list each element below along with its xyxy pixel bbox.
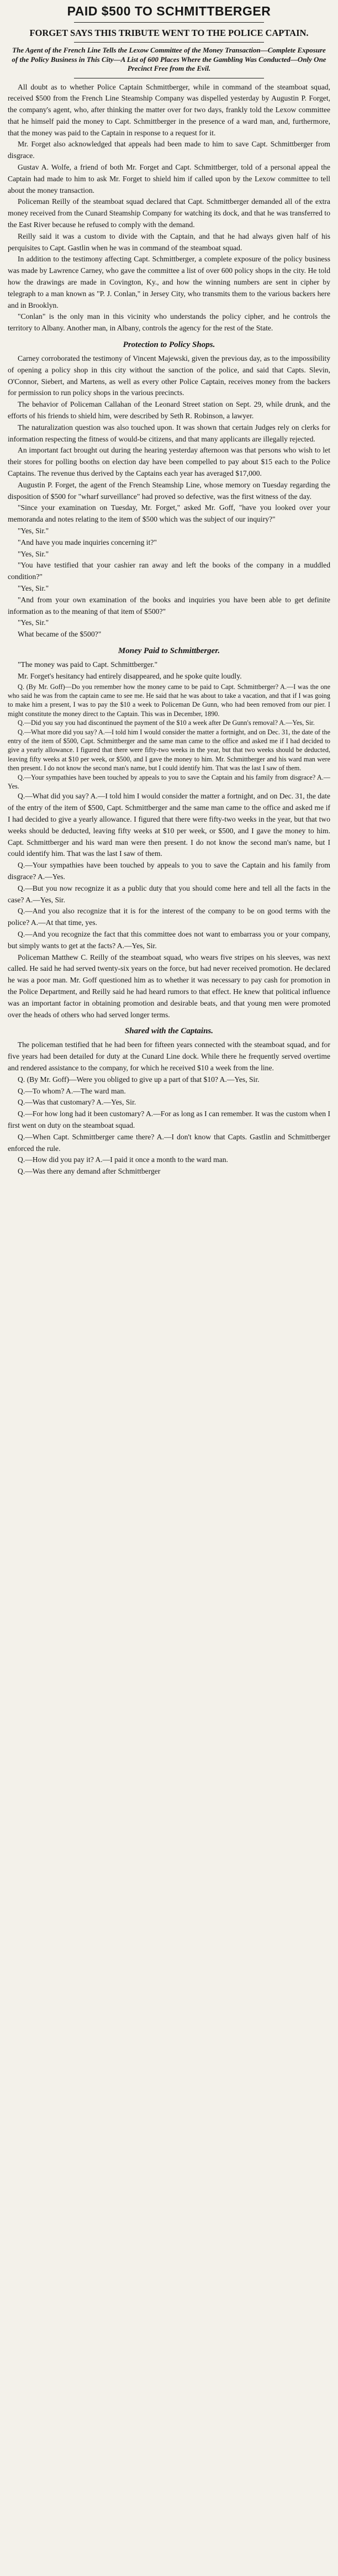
paragraph: Augustin P. Forget, the agent of the French Steamship Line, whose memory on Tuesday regarding the disposition of $500 for "wharf surveillance" had proved so defective, was the first witness of the day. xyxy=(8,480,330,501)
paragraph: "Yes, Sir." xyxy=(18,618,49,627)
section-heading: Shared with the Captains. xyxy=(124,1027,214,1036)
body-part-5 xyxy=(8,1039,330,1074)
paragraph: "And have you made inquiries concerning it?" xyxy=(18,538,157,546)
section-heading: Protection to Policy Shops. xyxy=(123,340,215,350)
paragraph: "And from your own examination of the books and inquiries you have been able to get definite information as to the meaning of that item of $500?" xyxy=(8,595,330,616)
article xyxy=(0,0,338,1177)
paragraph: Policeman Matthew C. Reilly of the steamboat squad, who wears five stripes on his sleeves, was next called. He said he had served twenty-six years on the force, but had never received promotion. He declared he was a poor man. Mr. Goff questioned him as to whether it was necessary to pay cash for promotion in the Police Department, and Reilly said he had heard rumors to that effect. He knew that political influence was an important factor in obtaining promotion and desirable beats, and that young men were promoted over the heads of others who had served longer terms. xyxy=(8,953,330,1019)
testimony-paragraph: Q.—To whom? A.—The ward man. xyxy=(18,1086,126,1095)
testimony-block-3 xyxy=(8,1074,330,1177)
paragraph: "You have testified that your cashier ran away and left the books of the company in a muddled condition?" xyxy=(8,561,330,581)
paragraph: In addition to the testimony affecting Capt. Schmittberger, a complete exposure of the policy business was made by Lawrence Carney, who gave the committee a list of over 600 policy shops in the city. He told how the drawings are made in Covington, Ky., and how the winning numbers are sent in cipher by telegraph to a man known as "P. J. Conlan," in Jersey City, who transmits them to the various backers here and in Brooklyn. xyxy=(8,255,330,309)
paragraph: What became of the $500?" xyxy=(18,630,102,639)
testimony-paragraph: Q.—Was that customary? A.—Yes, Sir. xyxy=(18,1098,136,1107)
paragraph: The policeman testified that he had been for fifteen years connected with the steamboat squad, and for five years had been detailed for duty at the Cunard Line dock. While there he frequently served overtime and rendered assistance to the company, for which he received $10 a week from the line. xyxy=(8,1040,330,1072)
testimony-paragraph: Q.—Your sympathies have been touched by appeals to you to save the Captain and his family from disgrace? A.—Yes. xyxy=(8,861,330,881)
testimony-paragraph: Q.—Was there any demand after Schmittberger xyxy=(18,1167,161,1176)
testimony-paragraph: Q.—What more did you say? A.—I told him I would consider the matter a fortnight, and on Dec. 31, the date of the entry of the item of $500, Capt. Schmittberger and the same man came to the office and asked me if I had decided to give a yearly allowance. I figured that there were fifty-two weeks in the year, but that two weeks should be deducted, leaving fifty weeks at $10 per week, or $500, and I gave the money to him. Mr. Schmittberger and his ward man were then present. I do not know the second man's name, but I could identify him. That was the last I saw of them. xyxy=(8,728,330,772)
paragraph: "Yes, Sir." xyxy=(18,526,49,535)
paragraph: The naturalization question was also touched upon. It was shown that certain Judges rely on clerks for information respecting the fitness of would-be citizens, and that many applicants are illegally rejected. xyxy=(8,423,330,443)
testimony-paragraph: Q.—And you also recognize that it is for the interest of the company to be on good terms with the police? A.—At that time, yes. xyxy=(8,907,330,927)
testimony-paragraph: Q.—But you now recognize it as a public duty that you should come here and tell all the facts in the case? A.—Yes, Sir. xyxy=(8,884,330,904)
testimony-paragraph: Q.—How did you pay it? A.—I paid it once a month to the ward man. xyxy=(18,1155,228,1164)
body-part-1 xyxy=(8,82,330,335)
testimony-paragraph: Q. (By Mr. Goff)—Were you obliged to give up a part of that $10? A.—Yes, Sir. xyxy=(18,1075,260,1084)
divider xyxy=(74,42,264,43)
paragraph: An important fact brought out during the hearing yesterday afternoon was that persons who wish to let their stores for polling booths on election day have been compelled to pay about $15 each to the Police Captains. The revenue thus derived by the Captains each year has averaged $17,000. xyxy=(8,446,330,477)
testimony-block-2 xyxy=(8,791,330,951)
testimony-paragraph: Q.—For how long had it been customary? A.—For as long as I can remember. It was the custom when I first went on duty on the steamboat squad. xyxy=(8,1110,330,1129)
paragraph: "Since your examination on Tuesday, Mr. Forget," asked Mr. Goff, "have you looked over your memoranda and notes relating to the item of $500 which was the subject of our inquiry?" xyxy=(8,503,330,524)
paragraph: Gustav A. Wolfe, a friend of both Mr. Forget and Capt. Schmittberger, told of a personal appeal the Captain had made to him to ask Mr. Forget to shield him if called upon by the Lexow committee to tell about the money transaction. xyxy=(8,163,330,194)
paragraph: Reilly said it was a custom to divide with the Captain, and that he had always given half of his perquisites to Capt. Gastlin when he was in command of the steamboat squad. xyxy=(8,232,330,252)
paragraph: Carney corroborated the testimony of Vincent Majewski, given the previous day, as to the impossibility of opening a policy shop in this city without the sanction of the police, and said that Capts. Slevin, O'Connor, Siebert, and Martens, as well as every other Police Captain, receives money from the backers for permission to run policy shops in the various precincts. xyxy=(8,354,330,397)
testimony-block-1 xyxy=(8,682,330,791)
divider xyxy=(74,22,264,23)
deck: The Agent of the French Line Tells the Lexow Committee of the Money Transaction—Complete Exposure of the Policy Business in This City—A List of 600 Places Where the Gambling Was Conducted—Only One Precinct Free from the Evil. xyxy=(12,46,326,72)
paragraph: Mr. Forget's hesitancy had entirely disappeared, and he spoke quite loudly. xyxy=(18,671,242,680)
headline: PAID $500 TO SCHMITTBERGER xyxy=(67,4,271,18)
paragraph: All doubt as to whether Police Captain Schmittberger, while in command of the steamboat squad, received $500 from the French Line Steamship Company was dispelled yesterday by Augustin P. Forget, the company's agent, who, after thinking the matter over for two days, frankly told the Lexow committee that he himself paid the money to Capt. Schmittberger in the presence of a ward man, and, furthermore, that the money was paid to the Captain in response to a request for it. xyxy=(8,82,330,137)
paragraph: "The money was paid to Capt. Schmittberger." xyxy=(18,660,158,669)
body-part-3 xyxy=(8,659,330,682)
subheadline: FORGET SAYS THIS TRIBUTE WENT TO THE POLICE CAPTAIN. xyxy=(29,28,309,38)
testimony-paragraph: Q.—And you recognize the fact that this committee does not want to embarrass you or your company, but simply wants to get at the facts? A.—Yes, Sir. xyxy=(8,929,330,950)
paragraph: Policeman Reilly of the steamboat squad declared that Capt. Schmittberger demanded all of the extra money received from the Cunard Steamship Company for watching its dock, and that he was transferred to the East River because he refused to comply with the demand. xyxy=(8,197,330,229)
testimony-paragraph: Q.—When Capt. Schmittberger came there? A.—I don't know that Capts. Gastlin and Schmittberger enforced the rule. xyxy=(8,1132,330,1153)
paragraph: The behavior of Policeman Callahan of the Leonard Street station on Sept. 29, while drunk, and the efforts of his friends to shield him, were described by Seth R. Robinson, a lawyer. xyxy=(8,400,330,420)
section-heading: Money Paid to Schmittberger. xyxy=(118,646,220,655)
testimony-paragraph: Q.—Your sympathies have been touched by appeals to you to save the Captain and his family from disgrace? A.—Yes. xyxy=(8,773,330,791)
paragraph: "Yes, Sir." xyxy=(18,583,49,592)
paragraph: "Yes, Sir." xyxy=(18,549,49,558)
paragraph: "Conlan" is the only man in this vicinity who understands the policy cipher, and he controls the territory to Albany. Another man, in Albany, controls the agency for the rest of the State. xyxy=(8,312,330,333)
body-part-4 xyxy=(8,952,330,1021)
testimony-paragraph: Q. (By Mr. Goff)—Do you remember how the money came to be paid to Capt. Schmittberger? A.—I was the one who said he was from the captain came to see me. He said that he was about to take a vacation, and that if I was going to make him a present, I was to pay the $10 a week to Policeman De Gunn, who had been removed from our pier. I might constitute the money direct to the Captain. This was in December, 1890. xyxy=(8,682,330,718)
paragraph: Mr. Forget also acknowledged that appeals had been made to him to save Capt. Schmittberger from disgrace. xyxy=(8,140,330,160)
testimony-paragraph: Q.—Did you say you had discontinued the payment of the $10 a week after De Gunn's removal? A.—Yes, Sir. xyxy=(18,719,315,727)
body-part-2 xyxy=(8,353,330,640)
testimony-paragraph: Q.—What did you say? A.—I told him I would consider the matter a fortnight, and on Dec. 31, the date of the entry of the item of $500, Capt. Schmittberger and the same man came to the office and asked me if I had decided to give a yearly allowance. I figured that there were fifty-two weeks in the year, but that two weeks should be deducted, leaving fifty weeks at $10 per week, or $500, and I gave the money to him. Capt. Schmittberger and his ward man were then present. I do not know the second man's name, but I could identify him. That was the last I saw of them. xyxy=(8,792,330,858)
